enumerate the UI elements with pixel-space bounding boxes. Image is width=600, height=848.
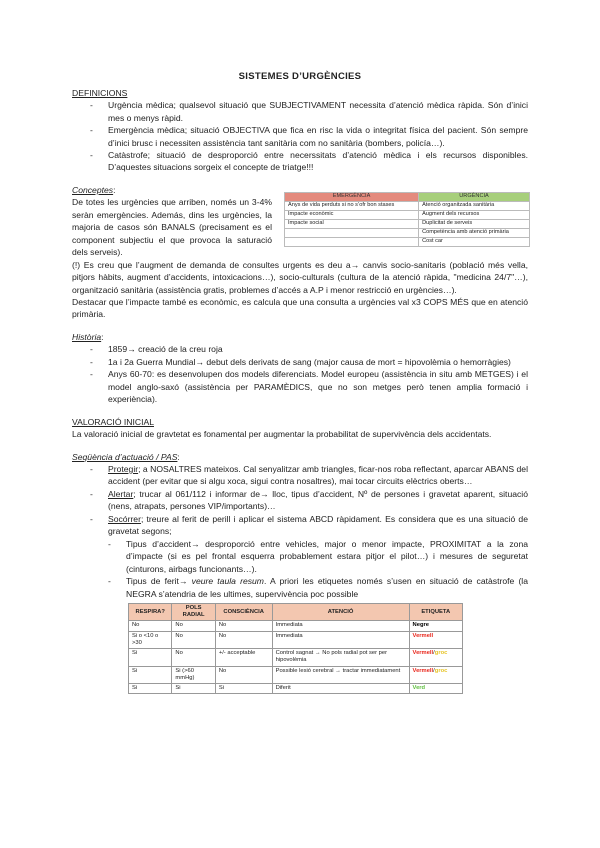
table-cell: Competència amb atenció primària bbox=[419, 228, 530, 237]
triage-header-respira: RESPIRA? bbox=[129, 603, 172, 620]
table-row bbox=[129, 631, 463, 648]
label-vermell: Vermell bbox=[412, 667, 434, 674]
table-cell: No bbox=[215, 621, 272, 631]
table-cell: Immediata bbox=[272, 621, 409, 631]
table-cell: Impacte social bbox=[285, 219, 419, 228]
heading-colon: : bbox=[177, 451, 180, 462]
list-item: - 1a i 2a Guerra Mundial→ debut dels derivats de sang (major causa de mort = hipovolèmia o hemorràgies) bbox=[90, 356, 528, 368]
triage-header-pols: POLS RADIAL bbox=[172, 603, 215, 620]
document-page bbox=[72, 70, 528, 694]
alertar-text: ; trucar al 061/112 i informar de→ lloc, tipus d’accident, Nº de persones i gravetat aparent, situació (nens, atrapats, persones VIP/importants)… bbox=[108, 488, 528, 512]
definicions-list bbox=[72, 99, 528, 174]
historia-heading: Història bbox=[72, 331, 102, 342]
table-cell: Si (>60 mmHg) bbox=[172, 666, 215, 683]
table-row bbox=[129, 684, 463, 694]
label-vermell: Vermell bbox=[412, 632, 434, 639]
list-item bbox=[90, 463, 528, 488]
table-cell: No bbox=[172, 621, 215, 631]
definicions-heading: DEFINICIONS bbox=[72, 87, 128, 98]
table-row bbox=[285, 219, 530, 228]
table-row bbox=[129, 621, 463, 631]
sub2-text-a: Tipus de ferit→ bbox=[126, 576, 192, 587]
table-cell: No bbox=[172, 649, 215, 666]
socorrer-label: Socórrer bbox=[108, 513, 141, 524]
list-item: - 1859→ creació de la creu roja bbox=[90, 343, 528, 355]
socorrer-sublist bbox=[72, 538, 528, 600]
etiqueta-cell bbox=[409, 649, 462, 666]
conceptes-heading: Conceptes bbox=[72, 184, 114, 195]
triage-table bbox=[128, 603, 463, 694]
table-cell bbox=[285, 228, 419, 237]
conceptes-section bbox=[72, 184, 528, 321]
triage-header-etiqueta: ETIQUETA bbox=[409, 603, 462, 620]
table-cell: Si bbox=[129, 666, 172, 683]
table-cell: Si bbox=[129, 649, 172, 666]
page-title: SISTEMES D’URGÈNCIES bbox=[238, 71, 362, 82]
list-item: - Tipus d’accident→ desproporció entre vehicles, major o menor impacte, PROXIMITAT a la zona d’impacte (si es pel frontal esquerra probablement estara pitjor el pilot…) i mesures de seguretat (cinturons, airbags funcionants…). bbox=[108, 538, 528, 575]
table-cell: +/- acceptable bbox=[215, 649, 272, 666]
table-cell: Si bbox=[172, 684, 215, 694]
table-row bbox=[285, 210, 530, 219]
table-cell: Augment dels recursos bbox=[419, 210, 530, 219]
conceptes-paragraph-3: Destacar que l’impacte també es econòmic, es calcula que una consulta a urgències val x3 COPS MÉS que en atenció primària. bbox=[72, 297, 528, 320]
label-groc: groc bbox=[434, 667, 448, 674]
urgencia-header: URGÈNCIA bbox=[419, 192, 530, 201]
list-item bbox=[90, 488, 528, 513]
conceptes-paragraph-1: De totes les urgències que arriben, només un 3-4% seràn emergències. Además, dins les urgències, la majoria de casos són BANALS (precisament es el component subjectiu el que provoca la saturació dels serveis). bbox=[72, 197, 272, 258]
label-slash: / bbox=[433, 650, 435, 657]
table-cell: Anys de vida perduts si no s’ofr bon stases bbox=[285, 201, 419, 210]
list-item: - Urgència mèdica; qualsevol situació que SUBJECTIVAMENT necessita d’atenció mèdica ràpida. Són d’inici mes o menys ràpid. bbox=[90, 99, 528, 124]
etiqueta-cell bbox=[409, 684, 462, 694]
socorrer-text: ; treure al ferit de perill i aplicar el sistema ABCD ràpidament. Es considera que es una situació de gravetat segons; bbox=[108, 513, 528, 537]
heading-colon: : bbox=[101, 331, 104, 342]
table-cell: Cost car bbox=[419, 237, 530, 246]
table-cell: Si bbox=[129, 684, 172, 694]
table-row bbox=[285, 237, 530, 246]
table-cell: No bbox=[172, 631, 215, 648]
etiqueta-cell bbox=[409, 621, 462, 631]
list-item: - Catàstrofe; situació de desproporció entre necerssitats d’atenció mèdica i els recursos disponibles. D’aquestes situacions sorgeix el concepte de triatge!!! bbox=[90, 149, 528, 174]
label-verd: Verd bbox=[412, 685, 426, 692]
table-cell: Si o <10 o >30 bbox=[129, 631, 172, 648]
table-cell: Si bbox=[215, 684, 272, 694]
table-cell: No bbox=[215, 631, 272, 648]
list-item bbox=[90, 513, 528, 538]
table-cell: Control sagnat → No pols radial pot ser per hipovolèmia bbox=[272, 649, 409, 666]
valoracio-heading: VALORACIÓ INICIAL bbox=[72, 416, 154, 427]
table-cell: Atenció organitzada sanitària bbox=[419, 201, 530, 210]
list-item: - Anys 60-70: es desenvolupen dos models diferenciats. Model europeu (assistència in situ amb METGES) i el model anglo-saxó (assistència per PARAMÈDICS, que no son metges però tenen amplia formació i experiència). bbox=[90, 368, 528, 405]
table-cell: Diferit bbox=[272, 684, 409, 694]
list-item: - Emergència mèdica; situació OBJECTIVA que fica en risc la vida o integritat física del pacient. Són sempre d’inici brusc i necessiten assistència tant sanitària com no sanitària (bombers, policía…). bbox=[90, 124, 528, 149]
table-row bbox=[285, 201, 530, 210]
protegir-label: Protegir bbox=[108, 464, 139, 474]
table-row bbox=[129, 666, 463, 683]
table-cell: Possible lesió cerebral → tractar immediatament bbox=[272, 666, 409, 683]
table-cell: Immediata bbox=[272, 631, 409, 648]
table-row bbox=[285, 228, 530, 237]
etiqueta-cell bbox=[409, 631, 462, 648]
etiqueta-cell bbox=[409, 666, 462, 683]
table-cell: Duplicitat de serveis bbox=[419, 219, 530, 228]
table-row bbox=[129, 649, 463, 666]
triage-header-atencio: ATENCIÓ bbox=[272, 603, 409, 620]
conceptes-paragraph-2: (!) Es creu que l’augment de demanda de consultes urgents es deu a→ canvis socio-sanitaris (població més vella, pitjors hàbits, augment d’accidents, intoxicacions…), socio-culturals (cultura de la atenció ràpida, "medicina 24/7"…), organització sanitària (assistència gratis, problemes d’accés a A.P i menor restricció en urgències…). bbox=[72, 259, 528, 295]
label-vermell: Vermell bbox=[412, 650, 434, 657]
table-cell: No bbox=[129, 621, 172, 631]
table-cell: No bbox=[215, 666, 272, 683]
label-slash: / bbox=[433, 667, 435, 674]
emergencia-header: EMERGÈNCIA bbox=[285, 192, 419, 201]
sequencia-heading: Seqüència d’actuació / PAS bbox=[72, 451, 178, 462]
sub2-text-b: . A priori les etiquetes només s’usen en situació de catàstrofe (la NEGRA s’atendria de les ultimes, supervivència poc possible bbox=[126, 576, 528, 599]
historia-list bbox=[72, 343, 528, 405]
sub2-italic: veure taula resum bbox=[191, 576, 264, 587]
triage-header-consciencia: CONSCIÈNCIA bbox=[215, 603, 272, 620]
sequencia-list bbox=[72, 463, 528, 538]
valoracio-text: La valoració inicial de gravtetat es fonamental per augmentar la probabilitat de supervivència dels accidentats. bbox=[72, 429, 492, 440]
label-negre: Negre bbox=[412, 622, 429, 629]
protegir-text: ; a NOSALTRES mateixos. Cal senyalitzar amb triangles, ficar-nos roba reflectant, aparcar ABANS del accident (per evitar que si algu xoca, sigui contra nosaltres), mai tocar circuits elèctrics oberts… bbox=[108, 464, 528, 487]
alertar-label: Alertar bbox=[108, 488, 134, 499]
heading-colon: : bbox=[113, 184, 116, 195]
emergencia-urgencia-table bbox=[284, 192, 530, 247]
table-cell bbox=[285, 237, 419, 246]
table-cell: Impacte econòmic bbox=[285, 210, 419, 219]
label-groc: groc bbox=[434, 650, 448, 657]
list-item bbox=[108, 575, 528, 600]
